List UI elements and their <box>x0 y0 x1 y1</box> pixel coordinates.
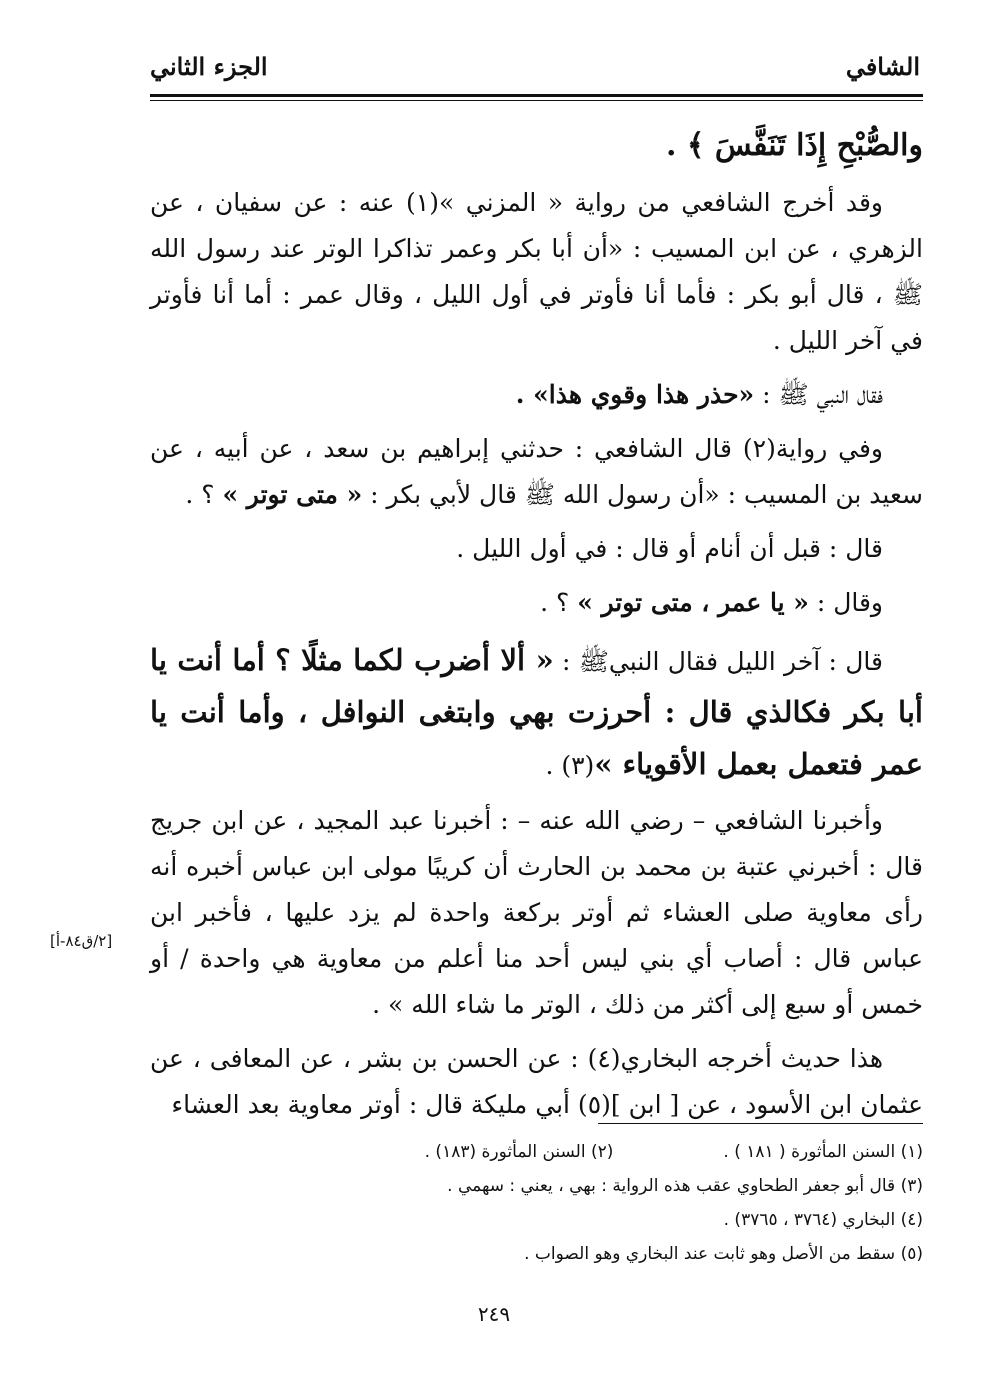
paragraph-4: قال : قبل أن أنام أو قال : في أول الليل . <box>456 534 883 563</box>
paragraph-6-end: (٣) . <box>545 751 595 780</box>
paragraph-3-end: ؟ . <box>185 480 223 509</box>
page-number: ٢٤٩ <box>477 1302 511 1326</box>
footnote-4: (٤) البخاري (٣٧٦٤ ، ٣٧٦٥) . <box>723 1210 923 1230</box>
paragraph-6 <box>150 634 923 790</box>
page-header <box>150 52 920 92</box>
footnote-3: (٣) قال أبو جعفر الطحاوي عقب هذه الرواية : بهي ، يعني : سهمي . <box>447 1176 923 1196</box>
paragraph-2-intro: فقال النبي ﷺ : <box>754 380 883 409</box>
footnote-1: (١) السنن المأثورة ( ١٨١ ) . <box>723 1142 923 1162</box>
paragraph-8: هذا حديث أخرجه البخاري(٤) : عن الحسن بن بشر ، عن المعافى ، عن عثمان ابن الأسود ، عن [ ابن ](٥) أبي مليكة قال : أوتر معاوية بعد العشاء <box>150 1044 923 1119</box>
paragraph-6-intro: قال : آخر الليل فقال النبيﷺ : <box>553 647 883 676</box>
header-rule-thick <box>150 94 923 97</box>
footnote-row-1 <box>150 1135 923 1169</box>
manuscript-folio-note: [٢/ق٨٤-أ] <box>50 932 113 950</box>
footnote-5: (٥) سقط من الأصل وهو ثابت عند البخاري وهو الصواب . <box>524 1244 923 1264</box>
hadith-quote-3: « يا عمر ، متى توتر » <box>577 588 809 617</box>
paragraph-1: وقد أخرج الشافعي من رواية « المزني »(١) عنه : عن سفيان ، عن الزهري ، عن ابن المسيب : «أن أبا بكر وعمر تذاكرا الوتر عند رسول الله ﷺ ، قال أبو بكر : فأما أنا فأوتر في أول الليل ، وقال عمر : أما أنا فأوتر في آخر الليل . <box>150 188 923 355</box>
main-text <box>150 120 923 1136</box>
footnotes <box>150 1135 923 1271</box>
footnote-2: (٢) السنن المأثورة (١٨٣) . <box>424 1142 614 1162</box>
part-title: الجزء الثاني <box>150 52 268 81</box>
paragraph-5-intro: وقال : <box>808 588 883 617</box>
paragraph-7: وأخبرنا الشافعي – رضي الله عنه – : أخبرنا عبد المجيد ، عن ابن جريج قال : أخبرني عتبة بن محمد بن الحارث أن كريبًا مولى ابن عباس أخبره أنه رأى معاوية صلى العشاء ثم أوتر بركعة واحدة لم يزد عليها ، فأخبر ابن عباس قال : أصاب أي بني ليس أحد منا أعلم من معاوية هي واحدة / أو خمس أو سبع إلى أكثر من ذلك ، الوتر ما شاء الله » . <box>150 806 923 1019</box>
paragraph-3-intro: وفي رواية(٢) قال الشافعي : حدثني إبراهيم بن سعد ، عن أبيه ، عن سعيد بن المسيب : «أن رسول الله ﷺ قال لأبي بكر : <box>150 434 923 509</box>
book-title: الشافي <box>845 52 920 81</box>
hadith-quote-4: « ألا أضرب لكما مثلًا ؟ أما أنت يا أبا بكر فكالذي قال : أحرزت بهي وابتغى النوافل ، وأما أنت يا عمر فتعمل بعمل الأقوياء » <box>150 643 923 781</box>
quran-verse: والصُّبْحِ إِذَا تَنَفَّسَ ﴾ . <box>665 128 923 163</box>
paragraph-3 <box>150 426 923 518</box>
footnote-separator <box>598 1123 923 1124</box>
paragraph-5-end: ؟ . <box>540 588 578 617</box>
paragraph-5 <box>150 580 923 626</box>
paragraph-2 <box>150 372 923 418</box>
hadith-quote-2: « متى توتر » <box>222 480 363 509</box>
header-rule-thin <box>150 100 923 101</box>
hadith-quote-1: «حذر هذا وقوي هذا» . <box>515 380 755 409</box>
